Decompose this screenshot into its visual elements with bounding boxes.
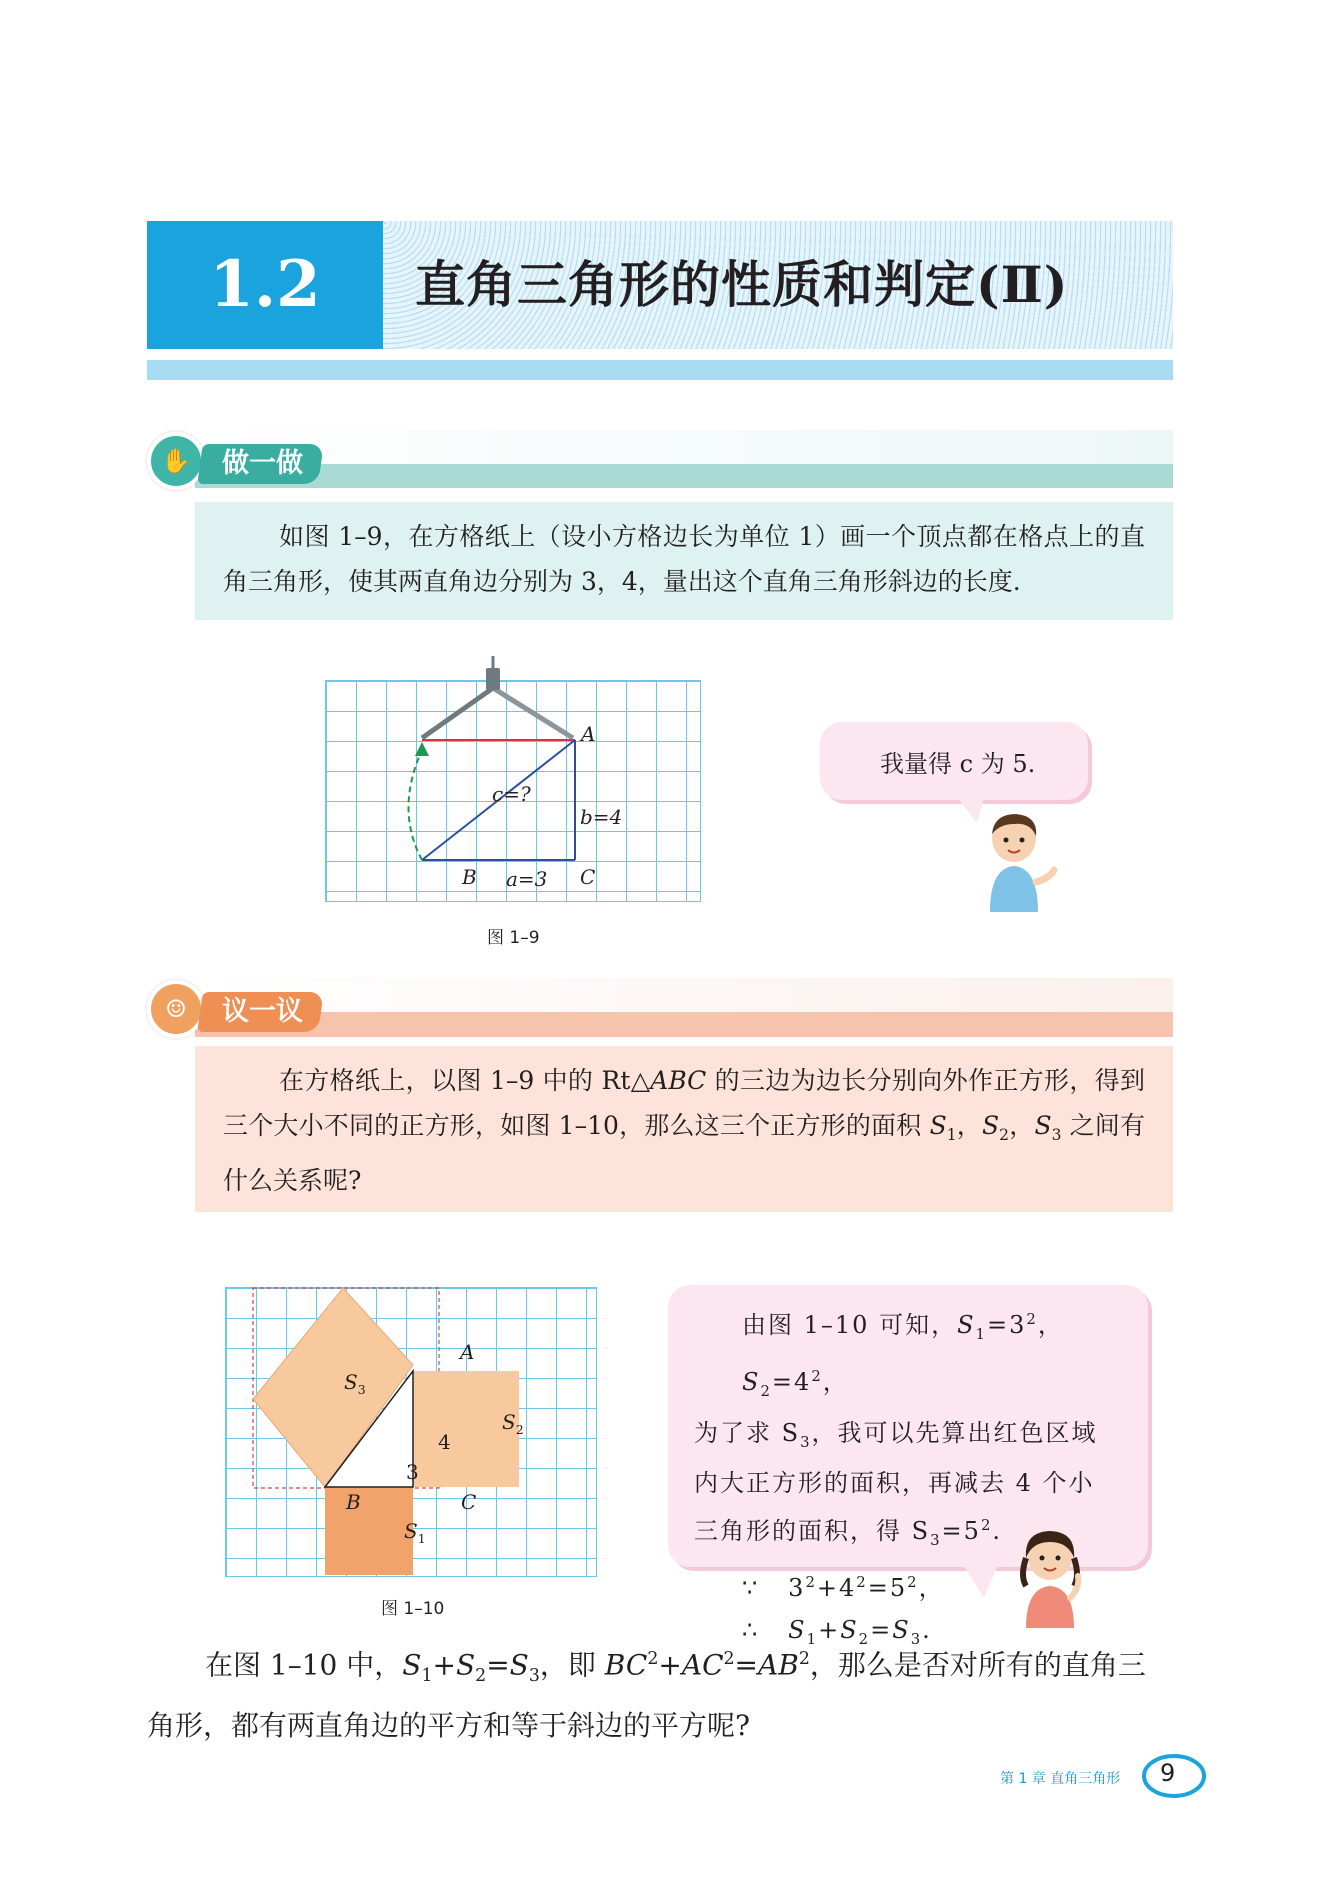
fig2-label-C: C	[461, 1490, 477, 1514]
fig2-label-S1: $S_1$	[404, 1519, 426, 1546]
section-number: 1.2	[147, 221, 383, 349]
closing-paragraph	[147, 1634, 1177, 1751]
fig2-label-4: 4	[438, 1430, 451, 1454]
section2-header-bar	[195, 1011, 1173, 1037]
bubble2-line3: 内大正方形的面积，再减去 4 个小	[694, 1469, 1095, 1498]
bubble2-line2: 为了求 $S_3$，我可以先算出红色区域	[694, 1418, 1098, 1451]
section2-header-strip	[195, 978, 1173, 1012]
bubble1-text: 我量得 c 为 5.	[880, 750, 1036, 778]
fig1-label-a: a=3	[506, 867, 548, 891]
fig1-label-B: B	[462, 865, 477, 889]
closing-line2: 角形，都有两直角边的平方和等于斜边的平方呢?	[147, 1708, 751, 1742]
fig1-label-b: b=4	[580, 805, 623, 829]
compass-leg-left	[422, 688, 493, 738]
boy-icon	[980, 812, 1060, 912]
people-icon: ☺	[147, 980, 205, 1038]
section1-text: 如图 1–9，在方格纸上（设小方格边长为单位 1）画一个顶点都在格点上的直角三角形，使其两直角边分别为 3，4，量出这个直角三角形斜边的长度.	[223, 522, 1145, 596]
section2-label: 议一议	[197, 992, 324, 1032]
figure2-caption: 图 1–10	[381, 1599, 445, 1619]
header-divider	[147, 360, 1173, 380]
fig2-label-B: B	[346, 1490, 361, 1514]
bubble2-line6: ∴ $S_1+S_2=S_3$.	[742, 1616, 932, 1648]
fig1-label-A: A	[581, 722, 596, 746]
section1-label: 做一做	[197, 444, 324, 484]
section2-box	[195, 1046, 1173, 1212]
footer-chapter: 第 1 章 直角三角形	[1000, 1771, 1121, 1787]
arc-arrowhead	[415, 742, 429, 756]
bubble2-line1: 由图 1–10 可知，$S_1=3^2$，$S_2=4^2$，	[742, 1310, 1064, 1400]
section1-header-bar	[195, 462, 1173, 488]
fig2-label-S3: $S_3$	[344, 1370, 366, 1397]
square-S1	[325, 1487, 413, 1575]
figure1-svg	[325, 650, 701, 902]
bubble2-line4: 三角形的面积，得 $S_3=5^2$.	[694, 1516, 1003, 1550]
section1-header-strip	[195, 430, 1173, 464]
page-title: 直角三角形的性质和判定(Ⅱ)	[415, 255, 1069, 314]
section2-text: 在方格纸上，以图 1–9 中的 Rt△ABC 的三边为边长分别向外作正方形，得到三个大小不同的正方形，如图 1–10，那么这三个正方形的面积 $S_1$，$S_2$，$S_3$ 之间有什么关系呢?	[223, 1066, 1145, 1195]
arc-arrow	[409, 750, 423, 860]
page-number: 9	[1160, 1759, 1176, 1787]
section1-box	[195, 502, 1173, 620]
fig1-label-C: C	[580, 865, 596, 889]
fig2-label-3: 3	[406, 1460, 419, 1484]
girl-icon	[1010, 1528, 1090, 1628]
compass-leg-right	[493, 688, 573, 738]
fig2-label-S2: $S_2$	[502, 1410, 524, 1437]
compass-head	[486, 668, 500, 690]
hands-icon: ✋	[147, 432, 205, 490]
fig1-label-c: c=?	[492, 782, 531, 806]
closing-line1: 在图 1–10 中，$S_1+S_2=S_3$，即 $BC^2+AC^2=AB^2$，那么是否对所有的直角三	[205, 1648, 1146, 1686]
fig2-label-A: A	[460, 1340, 475, 1364]
figure1-caption: 图 1–9	[487, 928, 540, 948]
bubble2-line5: ∵ $3^2+4^2=5^2$，	[742, 1573, 945, 1603]
